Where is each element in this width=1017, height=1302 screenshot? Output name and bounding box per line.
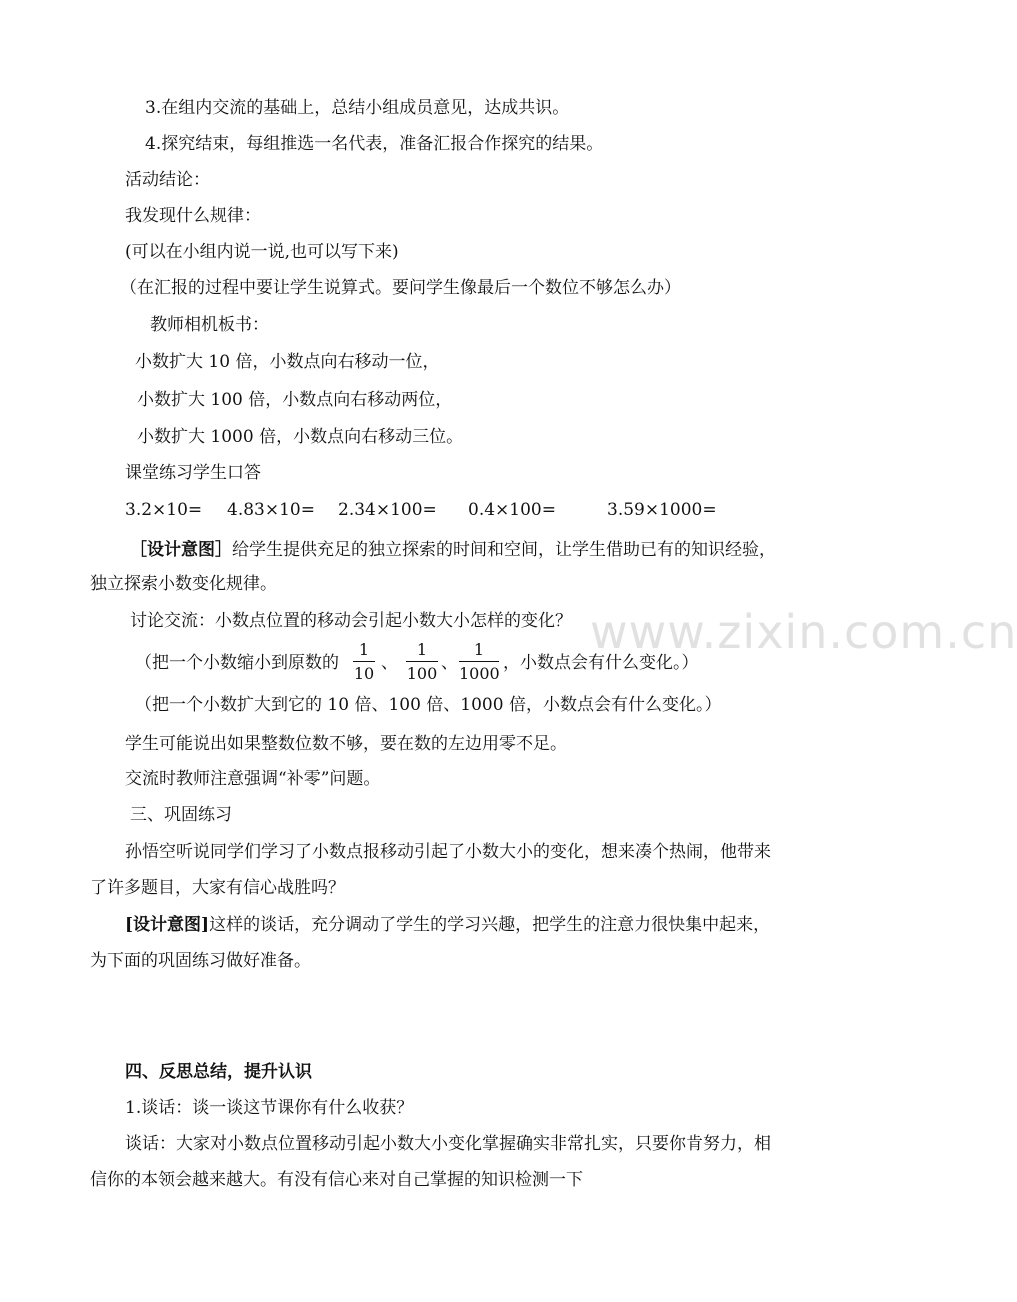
student-answer: 学生可能说出如果整数位数不够，要在数的左边用零不足。	[125, 734, 567, 754]
design-intent-2-cont: 为下面的巩固练习做好准备。	[90, 951, 311, 971]
exercise-item: 3.59×1000=	[607, 500, 717, 520]
fraction-bar	[353, 661, 375, 662]
step-3: 3.在组内交流的基础上，总结小组成员意见，达成共识。	[145, 98, 570, 118]
expand-question: （把一个小数扩大到它的 10 倍、100 倍、1000 倍，小数点会有什么变化。）	[135, 695, 722, 715]
design-intent-text: 给学生提供充足的独立探索的时间和空间，让学生借助已有的知识经验，	[232, 540, 776, 560]
fraction-1-100	[406, 640, 438, 684]
fraction-numerator: 1	[358, 640, 370, 659]
fraction-denominator: 1000	[459, 664, 500, 683]
fraction-bar	[406, 661, 438, 662]
section-3-heading: 三、巩固练习	[130, 805, 232, 825]
shrink-separator: 、	[381, 653, 398, 673]
design-intent-2	[125, 913, 770, 937]
exercise-item: 4.83×10=	[227, 500, 315, 520]
teacher-stress: 交流时教师注意强调“补零”问题。	[125, 769, 381, 789]
design-intent-text: 这样的谈话，充分调动了学生的学习兴趣，把学生的注意力很快集中起来，	[209, 915, 771, 935]
design-intent-tag: [设计意图]	[125, 915, 210, 935]
exercise-item: 0.4×100=	[468, 500, 556, 520]
step-4: 4.探究结束，每组推选一名代表，准备汇报合作探究的结果。	[145, 134, 604, 154]
board-rule-1000: 小数扩大 1000 倍，小数点向右移动三位。	[137, 427, 464, 447]
story-line-1: 孙悟空听说同学们学习了小数点报移动引起了小数大小的变化，想来凑个热闹，他带来	[125, 842, 771, 862]
shrink-separator: 、	[441, 653, 458, 673]
exercise-item: 2.34×100=	[338, 500, 437, 520]
fraction-denominator: 100	[406, 664, 438, 683]
board-heading: 教师相机板书：	[150, 315, 269, 335]
shrink-prefix: （把一个小数缩小到原数的	[135, 653, 339, 673]
rule-hint: (可以在小组内说一说,也可以写下来)	[125, 242, 399, 262]
section-4-heading: 四、反思总结，提升认识	[125, 1062, 312, 1082]
activity-conclusion: 活动结论：	[125, 170, 210, 190]
exercise-item: 3.2×10=	[125, 500, 203, 520]
fraction-numerator: 1	[416, 640, 428, 659]
story-line-2: 了许多题目，大家有信心战胜吗？	[90, 878, 345, 898]
design-intent-1-cont: 独立探索小数变化规律。	[90, 574, 277, 594]
fraction-1-1000	[459, 640, 499, 684]
design-intent-1	[130, 538, 776, 562]
talk-line-2: 信你的本领会越来越大。有没有信心来对自己掌握的知识检测一下	[90, 1170, 583, 1190]
fraction-1-10	[353, 640, 375, 684]
design-intent-tag: ［设计意图］	[130, 540, 232, 560]
board-rule-100: 小数扩大 100 倍，小数点向右移动两位，	[137, 390, 453, 410]
talk-question: 1.谈话：谈一谈这节课你有什么收获？	[125, 1098, 414, 1118]
discussion-question: 讨论交流：小数点位置的移动会引起小数大小怎样的变化？	[130, 611, 572, 631]
oral-practice-heading: 课堂练习学生口答	[125, 463, 261, 483]
watermark: www.zixin.com.cn	[590, 605, 1017, 659]
report-note: （在汇报的过程中要让学生说算式。要问学生像最后一个数位不够怎么办）	[120, 278, 681, 298]
fraction-bar	[459, 661, 499, 662]
shrink-suffix: ，小数点会有什么变化。）	[503, 653, 699, 673]
fraction-denominator: 10	[353, 664, 375, 683]
fraction-numerator: 1	[473, 640, 485, 659]
rule-prompt: 我发现什么规律：	[125, 206, 261, 226]
talk-line-1: 谈话：大家对小数点位置移动引起小数大小变化掌握确实非常扎实，只要你肯努力，相	[125, 1134, 771, 1154]
board-rule-10: 小数扩大 10 倍，小数点向右移动一位，	[135, 352, 440, 372]
